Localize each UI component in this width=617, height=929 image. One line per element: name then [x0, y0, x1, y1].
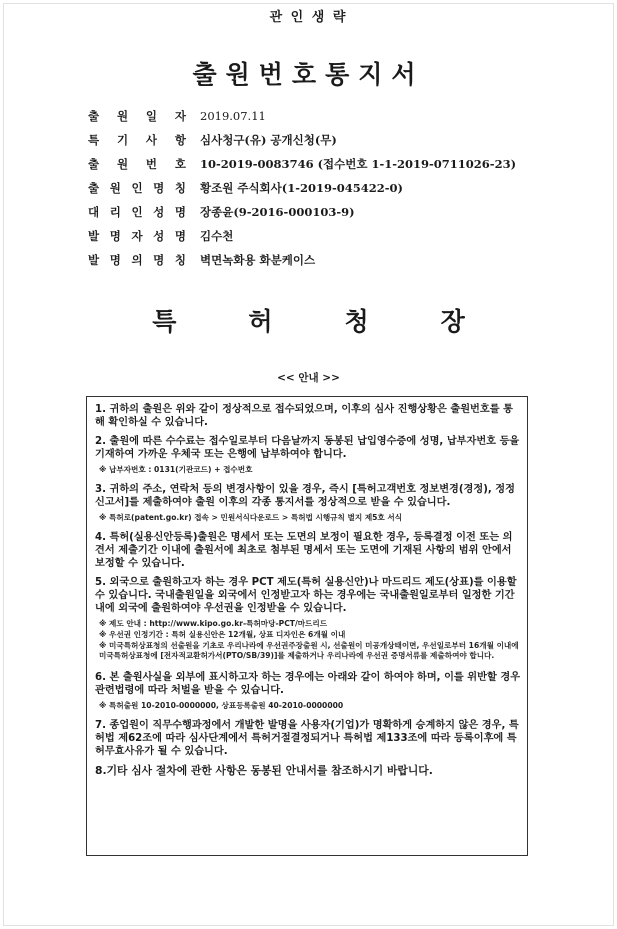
seal-omitted-text: 관 인 생 략 — [269, 10, 348, 25]
issuer-title: 특 허 청 장 — [152, 307, 465, 336]
note-line: ※ 납부자번호 : 0131(기관코드) + 접수번호 — [99, 465, 253, 474]
note-line: ※ 우선권 인정기간 : 특허 실용신안은 12개월, 상표 디자인은 6개월 이내 — [99, 630, 346, 639]
notice-item-4: 4. 특허(실용신안등록)출원은 명세서 또는 도면의 보정이 필요한 경우, 등록결정 이전 또는 의견서 제출기간 이내에 출원서에 최초로 첨부된 명세서 또는 도면에 기재된 사항의 범위 안에서 보정할 수 있습니다. — [95, 532, 513, 569]
application-info — [88, 108, 558, 276]
info-label: 출 원 번 호 — [88, 157, 186, 171]
notice-item-8: 8.기타 심사 절차에 관한 사항은 동봉된 안내서를 참조하시기 바랍니다. — [95, 764, 433, 777]
info-label: 발 명 자 성 명 — [88, 229, 186, 243]
info-label: 특 기 사 항 — [88, 133, 186, 147]
notice-box — [86, 396, 528, 856]
info-row-special-notes — [88, 132, 558, 156]
info-label: 발 명 의 명 칭 — [88, 253, 186, 267]
note-line: ※ 특허로(patent.go.kr) 접속 > 민원서식다운로드 > 특허법 시행규칙 별지 제5호 서식 — [99, 513, 403, 522]
special-notes-value: 심사청구(유) 공개신청(무) — [200, 133, 337, 147]
notice-item-5: 5. 외국으로 출원하고자 하는 경우 PCT 제도(특허 실용신안)나 마드리드 제도(상표)를 이용할 수 있습니다. 국내출원일을 외국에서 인정받고자 하는 경우에는 국내출원일로부터 일정한 기간 내에 외국에 출원하여야 우선권을 인정받을 수 있습니다. — [95, 577, 517, 614]
notice-item-2: 2. 출원에 따른 수수료는 접수일로부터 다음날까지 동봉된 납입영수증에 성명, 납부자번호 등을 기재하여 가까운 우체국 또는 은행에 납부하여야 합니다. — [95, 436, 520, 460]
notice-item-7: 7. 종업원이 직무수행과정에서 개발한 발명을 사용자(기업)가 명확하게 승계하지 않은 경우, 특허법 제62조에 따라 심사단계에서 특허거절결정되거나 특허법 제133조에 따라 등록이후에 특허무효사유가 될 수 있습니다. — [95, 720, 519, 757]
info-row-invention-title — [88, 252, 558, 276]
info-row-inventor-name — [88, 228, 558, 252]
info-row-application-number — [88, 156, 558, 180]
notice-item-5-notes — [95, 619, 521, 661]
info-row-filing-date — [88, 108, 558, 132]
note-line: ※ 특허출원 10-2010-0000000, 상표등록출원 40-2010-0000000 — [99, 701, 344, 710]
application-number-value: 10-2019-0083746 (접수번호 1-1-2019-0711026-23) — [200, 157, 517, 171]
inventor-name-value: 김수천 — [200, 229, 234, 243]
filing-date-value: 2019.07.11 — [200, 109, 266, 123]
info-row-applicant-name — [88, 180, 558, 204]
notice-item-1: 1. 귀하의 출원은 위와 같이 정상적으로 접수되었으며, 이후의 심사 진행상황은 출원번호를 통해 확인하실 수 있습니다. — [95, 404, 513, 428]
notice-item-2-notes — [95, 465, 521, 475]
applicant-name-value: 황조원 주식회사(1-2019-045422-0) — [200, 181, 403, 195]
notice-heading: << 안내 >> — [277, 372, 340, 384]
note-line: ※ 제도 안내 : http://www.kipo.go.kr-특허마당-PCT/마드리드 — [99, 619, 328, 628]
info-row-agent-name — [88, 204, 558, 228]
notice-item-3: 3. 귀하의 주소, 연락처 등의 변경사항이 있을 경우, 즉시 [특허고객번호 정보변경(경정), 정정신고서]를 제출하여야 출원 이후의 각종 통지서를 정상적으로 받을 수 있습니다. — [95, 484, 515, 508]
invention-title-value: 벽면녹화용 화분케이스 — [200, 253, 316, 267]
notice-item-3-notes — [95, 513, 521, 523]
notice-item-6-notes — [95, 701, 521, 711]
document-title: 출원번호통지서 — [192, 60, 425, 89]
note-line: ※ 미국특허상표청의 선출원을 기초로 우리나라에 우선권주장출원 시, 선출원이 미공개상태이면, 우선일로부터 16개월 이내에 미국특허상표청에 [전자적교환허가서(PTO/SB/39)]를 제출하거나 우리나라에 우선권 증명서류를 제출하여야 합니다. — [99, 641, 519, 660]
info-label: 출 원 인 명 칭 — [88, 181, 186, 195]
notice-item-6: 6. 본 출원사실을 외부에 표시하고자 하는 경우에는 아래와 같이 하여야 하며, 이를 위반할 경우 관련법령에 따라 처벌을 받을 수 있습니다. — [95, 672, 521, 696]
info-label: 대 리 인 성 명 — [88, 205, 186, 219]
info-label: 출 원 일 자 — [88, 109, 186, 123]
agent-name-value: 장종윤(9-2016-000103-9) — [200, 205, 355, 219]
